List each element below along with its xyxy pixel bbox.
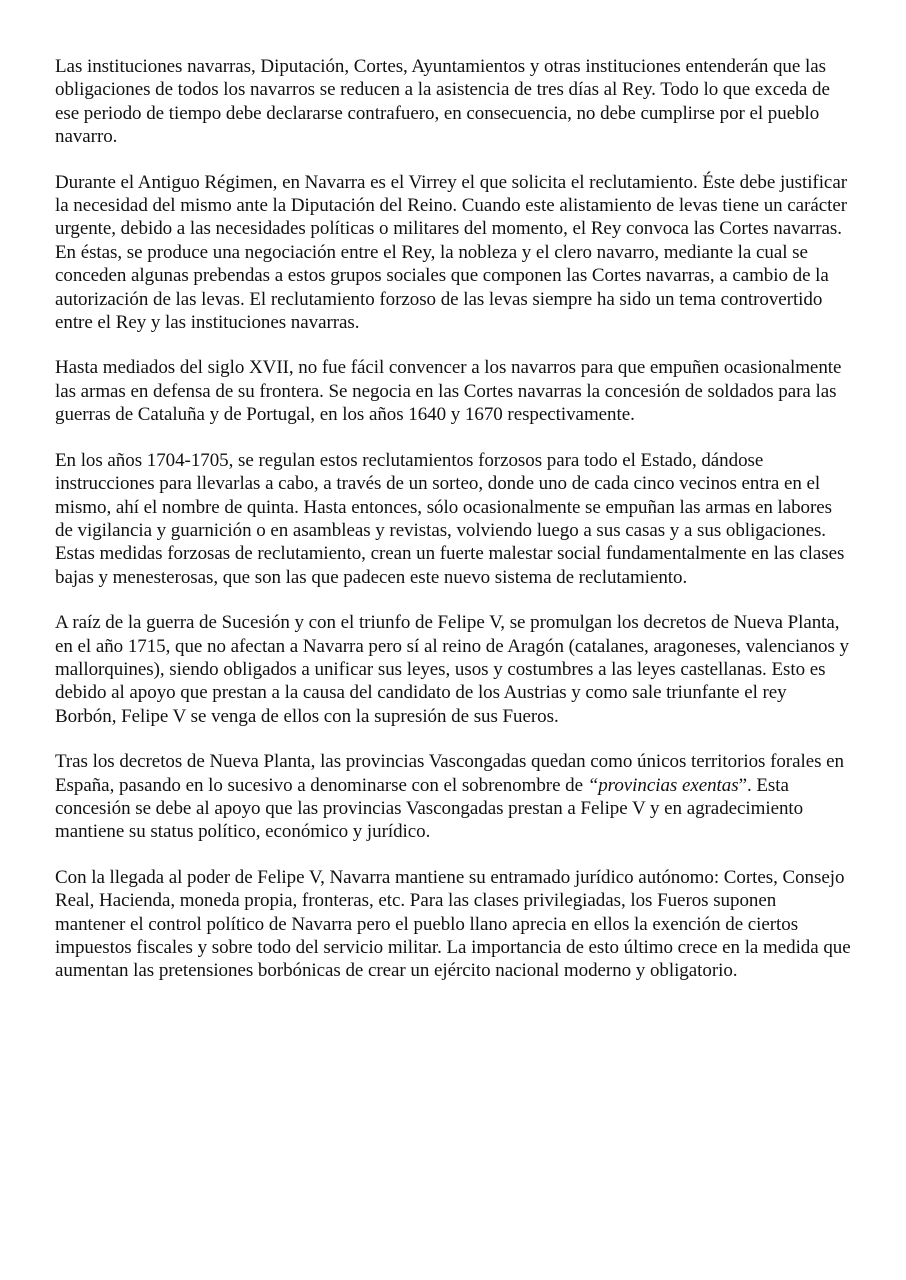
paragraph-text-start: Tras los decretos de Nueva Planta, las provincias Vascongadas quedan como únicos territorios forales en España, pasando en lo sucesivo a denominarse con el sobrenombre de bbox=[55, 751, 844, 796]
paragraph-instituciones: Las instituciones navarras, Diputación, Cortes, Ayuntamientos y otras instituciones entenderán que las obligaciones de todos los navarros se reducen a la asistencia de tres días al Rey. Todo lo que exceda de ese periodo de tiempo debe declararse contrafuero, en consecuencia, no debe cumplirse por el pueblo navarro. bbox=[55, 56, 830, 148]
paragraph-text-end: ”. Esta concesión se debe al apoyo que las provincias Vascongadas prestan a Felipe V y en agradecimiento mantiene su status político, económico y jurídico. bbox=[55, 774, 804, 843]
paragraph-siglo-xvii: Hasta mediados del siglo XVII, no fue fácil convencer a los navarros para que empuñen ocasionalmente las armas en defensa de su frontera. Se negocia en las Cortes navarras la concesión de soldados para las guerras de Cataluña y de Portugal, en los años 1640 y 1670 respectivamente. bbox=[55, 357, 842, 426]
paragraph-quintas: En los años 1704-1705, se regulan estos reclutamientos forzosos para todo el Estado, dándose instrucciones para llevarlas a cabo, a través de un sorteo, donde uno de cada cinco vecinos entra en el mismo, ahí el nombre de quinta. Hasta entonces, sólo ocasionalmente se empuñan las armas en labores de vigilancia y guarnición o en asambleas y revistas, volviendo luego a sus casas y a sus obligaciones. Estas medidas forzosas de reclutamiento, crean un fuerte malestar social fundamentalmente en las clases bajas y menesterosas, que son las que padecen este nuevo sistema de reclutamiento. bbox=[55, 449, 845, 588]
document-page bbox=[55, 55, 851, 1005]
emphasis-provincias-exentas: “provincias exentas bbox=[587, 774, 739, 796]
paragraph-nueva-planta: A raíz de la guerra de Sucesión y con el triunfo de Felipe V, se promulgan los decretos de Nueva Planta, en el año 1715, que no afectan a Navarra pero sí al reino de Aragón (catalanes, aragoneses, valencianos y mallorquines), siendo obligados a unificar sus leyes, usos y costumbres a las leyes castellanas. Esto es debido al apoyo que prestan a la causa del candidato de los Austrias y como sale triunfante el rey Borbón, Felipe V se venga de ellos con la supresión de sus Fueros. bbox=[55, 612, 849, 727]
paragraph-provincias-exentas bbox=[55, 750, 851, 844]
paragraph-antiguo-regimen: Durante el Antiguo Régimen, en Navarra es el Virrey el que solicita el reclutamiento. Éste debe justificar la necesidad del mismo ante la Diputación del Reino. Cuando este alistamiento de levas tiene un carácter urgente, debido a las necesidades políticas o militares del momento, el Rey convoca las Cortes navarras. En éstas, se produce una negociación entre el Rey, la nobleza y el clero navarro, mediante la cual se conceden algunas prebendas a estos grupos sociales que componen las Cortes navarras, a cambio de la autorización de las levas. El reclutamiento forzoso de las levas siempre ha sido un tema controvertido entre el Rey y las instituciones navarras. bbox=[55, 171, 847, 334]
paragraph-felipe-v: Con la llegada al poder de Felipe V, Navarra mantiene su entramado jurídico autónomo: Cortes, Consejo Real, Hacienda, moneda propia, fronteras, etc. Para las clases privilegiadas, los Fueros suponen mantener el control político de Navarra pero el pueblo llano aprecia en ellos la exención de ciertos impuestos fiscales y sobre todo del servicio militar. La importancia de esto último crece en la medida que aumentan las pretensiones borbónicas de crear un ejército nacional moderno y obligatorio. bbox=[55, 866, 851, 982]
